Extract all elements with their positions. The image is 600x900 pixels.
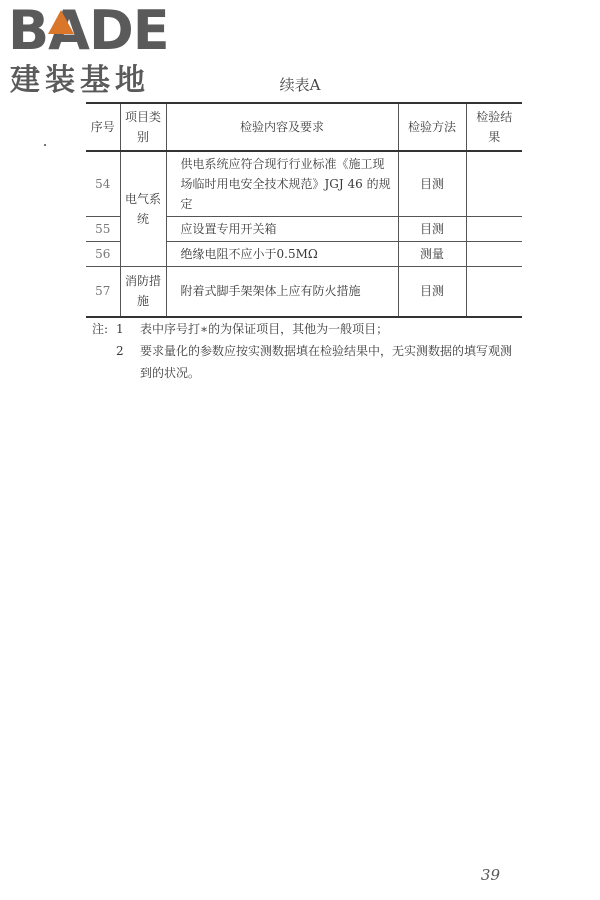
table-title: 续表A	[279, 76, 321, 94]
scan-speck	[44, 144, 46, 146]
row-number: 57	[86, 267, 120, 317]
row-result	[466, 267, 522, 317]
row-content: 绝缘电阻不应小于0.5MΩ	[166, 242, 398, 267]
note-text: 要求量化的参数应按实测数据填在检验结果中，无实测数据的填写观测到的状况。	[140, 344, 513, 380]
row-number: 55	[86, 217, 120, 242]
note-item	[92, 318, 512, 340]
note-number: 1	[116, 322, 124, 336]
header-result: 检验结果	[466, 103, 522, 151]
row-method: 目测	[398, 267, 466, 317]
note-text: 表中序号打∗的为保证项目，其他为一般项目；	[140, 322, 389, 336]
table-row	[86, 151, 522, 217]
header-category: 项目类别	[120, 103, 166, 151]
note-item	[92, 340, 512, 384]
row-number: 56	[86, 242, 120, 267]
row-method: 目测	[398, 217, 466, 242]
table-row	[86, 267, 522, 317]
header-number: 序号	[86, 103, 120, 151]
page-number: 39	[480, 866, 500, 884]
logo-accent-shape	[48, 10, 74, 34]
row-method: 目测	[398, 151, 466, 217]
logo-cjk-text: 建装基地	[10, 63, 150, 98]
header-method: 检验方法	[398, 103, 466, 151]
table-notes	[92, 318, 512, 384]
note-number: 2	[116, 344, 124, 358]
row-content: 供电系统应符合现行行业标准《施工现场临时用电安全技术规范》JGJ 46 的规定	[166, 151, 398, 217]
category-cell: 电气系统	[120, 151, 166, 267]
inspection-table-wrapper	[86, 102, 522, 318]
row-result	[466, 151, 522, 217]
category-cell: 消防措施	[120, 267, 166, 317]
row-result	[466, 217, 522, 242]
row-method: 测量	[398, 242, 466, 267]
row-content: 应设置专用开关箱	[166, 217, 398, 242]
logo-latin-text: BADE	[8, 0, 169, 62]
row-content: 附着式脚手架架体上应有防火措施	[166, 267, 398, 317]
header-content: 检验内容及要求	[166, 103, 398, 151]
table-header-row	[86, 103, 522, 151]
row-result	[466, 242, 522, 267]
inspection-table	[86, 102, 522, 318]
note-prefix: 注:	[92, 322, 109, 336]
row-number: 54	[86, 151, 120, 217]
note-prefix-spacer	[92, 340, 116, 384]
